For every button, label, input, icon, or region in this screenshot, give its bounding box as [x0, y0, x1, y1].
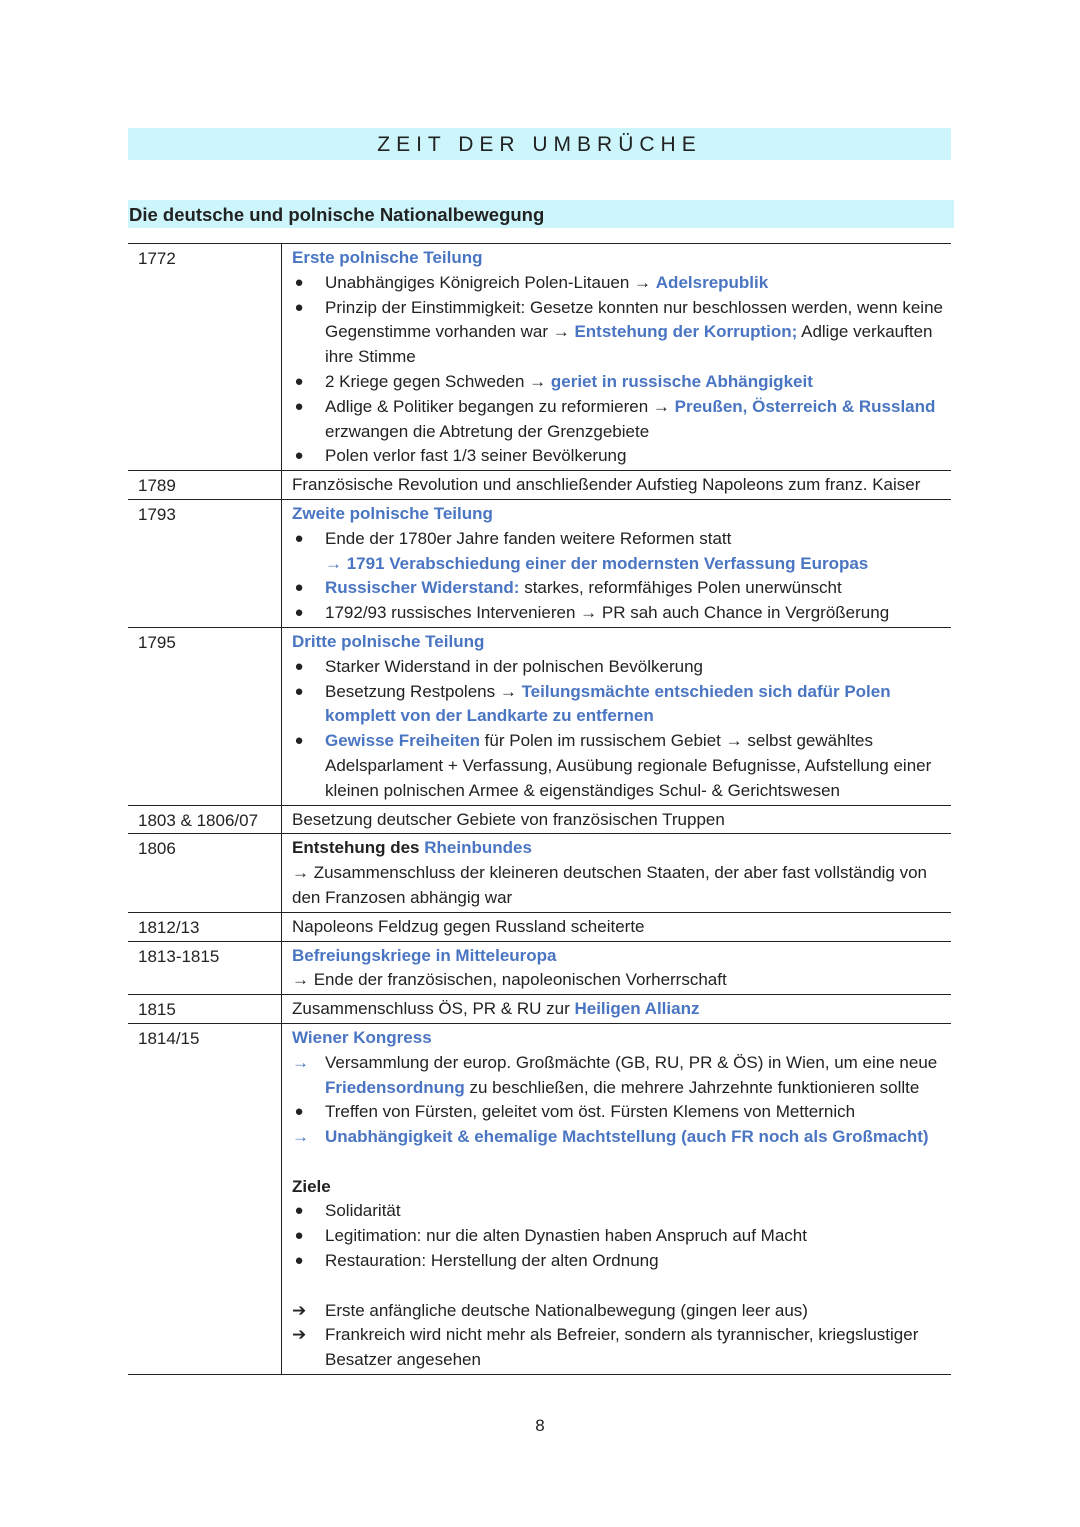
content-cell [281, 628, 951, 805]
year-cell: 1795 [138, 632, 176, 652]
table-row [128, 471, 951, 500]
content-cell [281, 471, 951, 499]
list-item: → Unabhängigkeit & ehemalige Machtstellung (auch FR noch als Großmacht) [292, 1125, 943, 1150]
bullet-icon: ● [294, 372, 304, 390]
bullet-icon: ● [294, 397, 304, 415]
year-cell: 1806 [138, 839, 176, 859]
bullet-icon: ● [294, 1227, 304, 1245]
year-cell: 1814/15 [138, 1028, 200, 1048]
arrow-icon: ➔ [292, 1325, 307, 1345]
bullet-icon: ● [294, 298, 304, 316]
bullet-icon: ● [294, 1103, 304, 1121]
table-row [128, 913, 951, 942]
list-item: ● Restauration: Herstellung der alten Ordnung [292, 1249, 943, 1274]
list-item: ● Gewisse Freiheiten für Polen im russischem Gebiet → selbst gewähltes Adelsparlament + Verfassung, Ausübung regionale Befugnisse, Aufstellung einer kleinen polnischen Armee & eigenständiges Schul- & Gerichtswesen [292, 729, 943, 803]
row-heading: Wiener Kongress [292, 1027, 432, 1047]
content-cell [281, 942, 951, 995]
bullet-icon: ● [294, 529, 304, 547]
list-item: ➔ Erste anfängliche deutsche Nationalbewegung (gingen leer aus) [292, 1299, 943, 1324]
content-cell [281, 244, 951, 470]
list-item: ● Russischer Widerstand: starkes, reformfähiges Polen unerwünscht [292, 576, 943, 601]
year-cell: 1812/13 [138, 917, 200, 937]
goals-title: Ziele [292, 1176, 331, 1196]
section-title: Die deutsche und polnische Nationalbewegung [128, 200, 954, 228]
year-cell: 1772 [138, 249, 176, 268]
row-heading: Entstehung des Rheinbundes [292, 838, 532, 858]
list-item: → Versammlung der europ. Großmächte (GB, RU, PR & ÖS) in Wien, um eine neue Friedensordnung zu beschließen, die mehrere Jahrzehnte funktionieren sollte [292, 1052, 938, 1097]
content-cell [281, 913, 951, 941]
list-item: ● Starker Widerstand in der polnischen Bevölkerung [292, 655, 943, 680]
bullet-icon: ● [294, 1202, 304, 1220]
list-item: ● Solidarität [292, 1199, 943, 1224]
list-item: ● Unabhängiges Königreich Polen-Litauen → Adelsrepublik [292, 271, 943, 296]
row-heading: Zweite polnische Teilung [292, 503, 493, 523]
arrow-icon: ➔ [292, 1300, 307, 1320]
list-item: ● Polen verlor fast 1/3 seiner Bevölkerung [292, 444, 943, 469]
list-item: ● Legitimation: nur die alten Dynastien haben Anspruch auf Macht [292, 1224, 943, 1249]
list-item: ● Prinzip der Einstimmigkeit: Gesetze konnten nur beschlossen werden, wenn keine Gegenstimme vorhanden war → Entstehung der Korruption; Adlige verkauften ihre Stimme [292, 296, 943, 370]
content-cell [281, 1024, 951, 1374]
row-text: Napoleons Feldzug gegen Russland scheiterte [292, 916, 645, 936]
table-row [128, 244, 951, 471]
bullet-icon: ● [294, 657, 304, 675]
content-cell [281, 995, 951, 1023]
bullet-icon: ● [294, 447, 304, 465]
list-item: ● Ende der 1780er Jahre fanden weitere Reformen statt [292, 527, 943, 552]
table-row [128, 834, 951, 912]
year-cell: 1815 [138, 1000, 176, 1020]
row-text: Zusammenschluss ÖS, PR & RU zur Heiligen Allianz [292, 999, 700, 1019]
row-heading: Erste polnische Teilung [292, 248, 483, 267]
row-text: Besetzung deutscher Gebiete von französischen Truppen [292, 809, 725, 829]
page-number: 8 [535, 1416, 545, 1435]
list-item: ● Besetzung Restpolens → Teilungsmächte entschieden sich dafür Polen komplett von der Landkarte zu entfernen [292, 680, 943, 730]
year-cell: 1803 & 1806/07 [138, 810, 259, 830]
table-row [128, 1024, 951, 1375]
row-text: Französische Revolution und anschließender Aufstieg Napoleons zum franz. Kaiser [292, 475, 921, 495]
arrow-icon: → [292, 1127, 309, 1147]
year-cell: 1789 [138, 476, 176, 496]
row-heading: Dritte polnische Teilung [292, 631, 485, 651]
timeline-table [128, 243, 951, 1375]
table-row [128, 942, 951, 996]
year-cell: 1793 [138, 504, 176, 524]
bullet-icon: ● [294, 1252, 304, 1270]
table-row [128, 500, 951, 628]
list-item: ● Treffen von Fürsten, geleitet vom öst. Fürsten Klemens von Metternich [292, 1100, 943, 1125]
content-cell [281, 500, 951, 627]
year-cell: 1813-1815 [138, 946, 220, 966]
content-cell [281, 806, 951, 834]
bullet-icon: ● [294, 579, 304, 597]
list-subitem: → 1791 Verabschiedung einer der modernsten Verfassung Europas [325, 553, 869, 573]
list-item: ● 1792/93 russisches Intervenieren → PR sah auch Chance in Vergrößerung [292, 601, 943, 626]
bullet-icon: ● [294, 604, 304, 622]
table-row [128, 995, 951, 1024]
list-item: ➔ Frankreich wird nicht mehr als Befreier, sondern als tyrannischer, kriegslustiger Besatzer angesehen [292, 1325, 919, 1370]
table-row [128, 628, 951, 806]
row-text: → Ende der französischen, napoleonischen Vorherrschaft [292, 970, 727, 990]
table-row [128, 806, 951, 835]
arrow-icon: → [292, 1052, 309, 1072]
bullet-icon: ● [294, 682, 304, 700]
page-title: ZEIT DER UMBRÜCHE [128, 128, 951, 160]
row-text: → Zusammenschluss der kleineren deutschen Staaten, der aber fast vollständig von den Franzosen abhängig war [292, 863, 928, 907]
content-cell [281, 834, 951, 911]
bullet-icon: ● [294, 273, 304, 291]
bullet-icon: ● [294, 732, 304, 750]
row-heading: Befreiungskriege in Mitteleuropa [292, 945, 557, 965]
list-item: ● 2 Kriege gegen Schweden → geriet in russische Abhängigkeit [292, 370, 943, 395]
list-item: ● Adlige & Politiker begangen zu reformieren → Preußen, Österreich & Russland erzwangen die Abtretung der Grenzgebiete [292, 395, 943, 445]
